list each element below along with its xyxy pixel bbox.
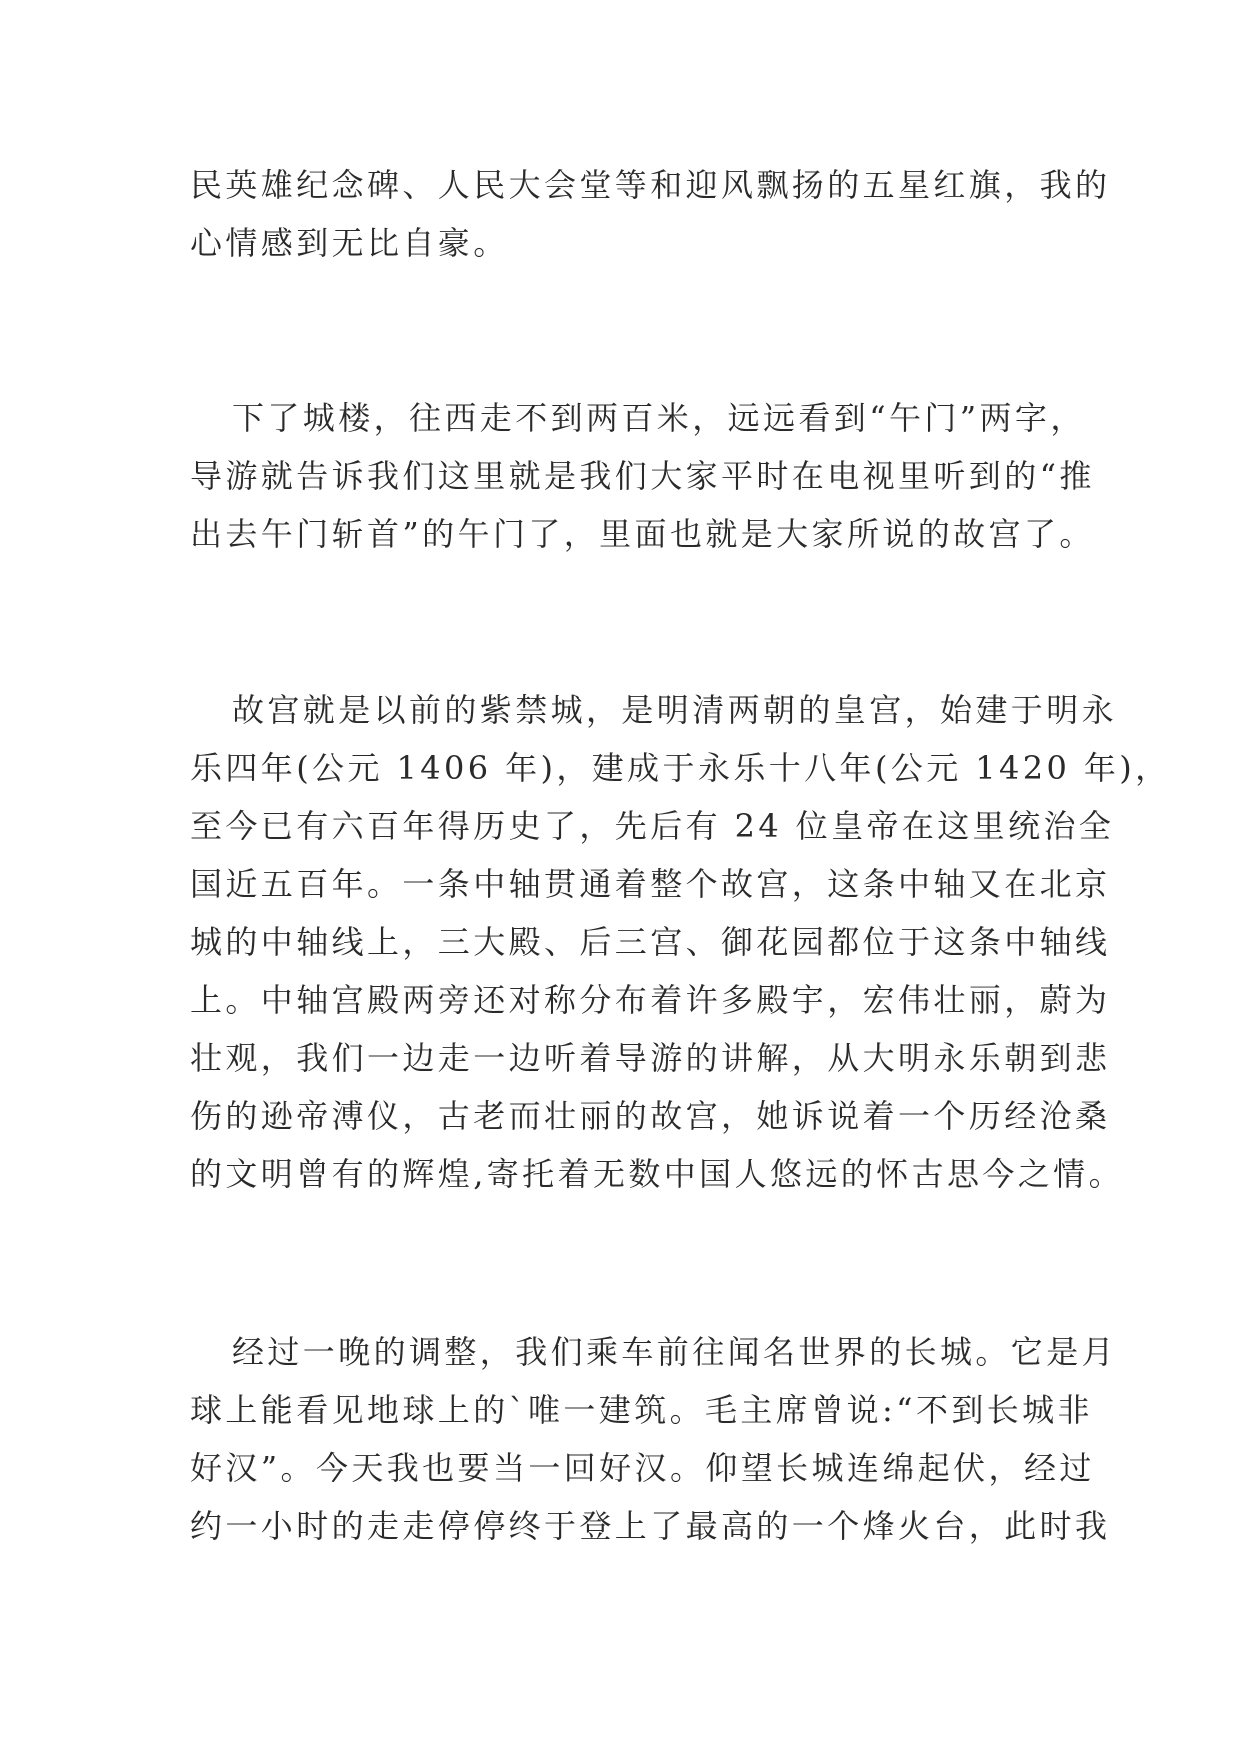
text-line: 至今已有六百年得历史了，先后有 24 位皇帝在这里统治全 bbox=[190, 807, 1115, 845]
text-line: 上。中轴宫殿两旁还对称分布着许多殿宇，宏伟壮丽，蔚为 bbox=[190, 981, 1111, 1019]
text-line: 约一小时的走走停停终于登上了最高的一个烽火台，此时我 bbox=[190, 1507, 1111, 1545]
text-line: 球上能看见地球上的`唯一建筑。毛主席曾说:“不到长城非 bbox=[190, 1391, 1093, 1429]
text-line: 下了城楼，往西走不到两百米，远远看到“午门”两字， bbox=[232, 399, 1086, 437]
text-line: 好汉”。今天我也要当一回好汉。仰望长城连绵起伏，经过 bbox=[190, 1449, 1095, 1487]
text-line: 民英雄纪念碑、人民大会堂等和迎风飘扬的五星红旗，我的 bbox=[190, 166, 1111, 204]
text-line: 伤的逊帝溥仪，古老而壮丽的故宫，她诉说着一个历经沧桑 bbox=[190, 1097, 1111, 1135]
text-line: 导游就告诉我们这里就是我们大家平时在电视里听到的“推 bbox=[190, 457, 1095, 495]
text-line: 的文明曾有的辉煌,寄托着无数中国人悠远的怀古思今之情。 bbox=[190, 1155, 1124, 1193]
text-line: 壮观，我们一边走一边听着导游的讲解，从大明永乐朝到悲 bbox=[190, 1039, 1111, 1077]
text-line: 出去午门斩首”的午门了，里面也就是大家所说的故宫了。 bbox=[190, 515, 1095, 553]
text-line: 乐四年(公元 1406 年)，建成于永乐十八年(公元 1420 年)， bbox=[190, 749, 1171, 787]
text-line: 经过一晚的调整，我们乘车前往闻名世界的长城。它是月 bbox=[232, 1333, 1118, 1371]
text-line: 故宫就是以前的紫禁城，是明清两朝的皇宫，始建于明永 bbox=[232, 691, 1118, 729]
text-line: 城的中轴线上，三大殿、后三宫、御花园都位于这条中轴线 bbox=[190, 923, 1111, 961]
text-line: 心情感到无比自豪。 bbox=[190, 224, 509, 262]
text-line: 国近五百年。一条中轴贯通着整个故宫，这条中轴又在北京 bbox=[190, 865, 1111, 903]
